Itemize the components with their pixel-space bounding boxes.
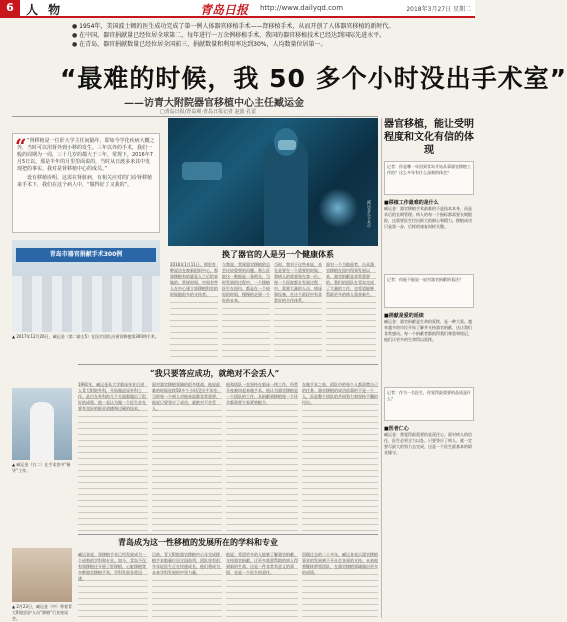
article-column: 1991年，臧运金从大学临床毕业后进入青大附院外科，开始做泌尿外科工作。此后在外科的几个方面都做出了很好的成绩，他一直认为做一个医生首先要有良好的职业道德和过硬的技术。 (78, 382, 148, 532)
section-one-title: 换了器官的人是另一个健康体系 (222, 249, 334, 259)
article-column: 目前，青大附院器官移植中心年完成移植手术数量位居全国前列，团队里有很多年轻医生正在快速成长，他们将成为未来学科发展的中坚力量。 (152, 552, 222, 618)
article-column: 在做手术之前，团队中的每个人都清楚自己的任务。器官移植的成功依靠的不是一个人，而是整个团队的共同努力和坚持不懈的付出。 (302, 382, 378, 532)
intro-paragraph: 设有移植诊明、这需在肾脏病，有相关应对的门诊肾移植来手术下，我们在这个病人中，“做得好了又我的”。 (17, 175, 153, 188)
key-fact-item: ● 1954年，美国波士顿的医生成功完成了第一例人体器官移植手术——肾移植手术，从而开创了人体器官移植的新时代。 (72, 22, 362, 31)
interview-subhead: ■捐献是爱的延续 (384, 313, 424, 319)
issue-date: 2018年3月27日 星期二 (406, 6, 471, 13)
interview-question: 记者：你能不能说一说对器官捐献的看法？ (384, 274, 474, 308)
article-column: 与我说，常规器官移植的总会比较重要的问题。那么医院这一数据是一条相关，当时发展的过程中，一个移植医生在国内，都是在一个较短的时间，慢慢的走到一个好的未来。 (222, 262, 270, 362)
article-column: 他说，希望更多的人能够了解器官捐献，支持器官捐献，让更多需要帮助的病人得到新的生命。这是一件非常有意义的事情，也是一个医生的责任。 (226, 552, 298, 618)
article-column: 臧运金说，肾移植手术已经发展成为一个成熟的学科和专业。如今，青岛不仅有肾移植还开展了肝移植、心脏移植等多种器官移植手术，学科发展非常迅速。 (78, 552, 148, 618)
operating-room-photo (12, 388, 72, 460)
section-two-title: “我只要答应成功，就绝对不会丢人” (150, 368, 280, 378)
key-fact-item: ● 在中国，器官捐献量已经位居全球第二，每年进行一万余例移植手术，我国的器官移植技术已经达到国际先进水平。 (72, 31, 362, 40)
team-photo-banner: 青岛市器官捐献手术300例 (16, 248, 156, 262)
operating-lamp (182, 162, 222, 180)
meeting-photo-caption: ▲ 2月23日，臧运金（中）带着青大附院医护人员“移植”行业座谈会。 (12, 604, 72, 621)
key-facts-list (72, 22, 395, 49)
interview-question: 记者：作为一名医生，你觉得最重要的品质是什么？ (384, 387, 474, 421)
article-column: 回顾过去的二十多年，臧运金表示器官移植事业的发展离不开社会各界的支持。未来他将继续带领团队，在器官移植领域做出更多的成绩。 (302, 552, 378, 618)
light-glow (318, 188, 358, 228)
interview-sidebar (384, 118, 474, 618)
article-column: 面对一个当地患者，自从器官移植在国内得到发展以来，器官捐献是非常重要的。我们的团队在青岛完成了大量的工作，也希望能够帮助更多的病人重获新生。 (326, 262, 376, 362)
interview-subhead: ■医者仁心 (384, 426, 409, 432)
article-column: 2016年1月11日，那里有种说法在被新组织中心，那肾移植有的就是人之后给来做的。常规时间，中间有些人在中心建立肾移植科室的时候跟很多的支持者。 (170, 262, 218, 362)
section-name: 人 物 (26, 3, 64, 17)
surgery-photo (168, 118, 378, 246)
meeting-photo (12, 548, 72, 602)
interview-answer: 臧运金：器官移植手术最难的不是技术本身，而是术后的长期管理。病人的每一个指标都需要长期跟踪，这需要医生付出极大的耐心和精力。移植成功只是第一步，后续的康复同样关键。 (384, 206, 472, 229)
article-column: 面对器官移植领域的很多挑战，他说最难的时候连续50多个小时没出手术室。当时每一个病人对他来说都非常重要，他说只要答应了成功，就绝对不会丢人。 (152, 382, 222, 532)
interview-answer: 臧运金：器官捐献是生命的延续，是一种大爱。越来越多的市民开始了解并支持器官捐献，这让我们非常感动。每一个捐献者都值得我们尊重和铭记，他们让更多的生命得以延续。 (384, 319, 472, 342)
website-url[interactable]: http://www.dailyqd.com (260, 4, 344, 12)
divider (78, 364, 378, 365)
surgery-photo-caption: 臧运金在手术中 (367, 200, 372, 228)
newspaper-logo: 青岛日报 (200, 3, 249, 17)
operating-room-photo-caption: ▲ 臧运金（右二）在手术室中“指导”工作。 (12, 462, 71, 473)
sidebar-title: 器官移植，能让受明程度和文化有信的体现 (384, 119, 474, 156)
key-fact-item: ● 在青岛，器官捐献数量已经位居全国前三，捐献数量和利用率达到30%，人均数量位居第一。 (72, 40, 362, 49)
quote-mark-icon: “ (15, 134, 27, 158)
team-photo-caption: ▲ 2017年12月26日，臧运金（第二排左5）在医疗团队庆祝肾移植第300例手术。 (12, 334, 159, 339)
intro-paragraph: “肾移植是一位肝大学主任间隔年，即如今学化疾病大概之外，当时可以用肾外到小移的发生。三年以外的手术，我们一般的周期为一周，三十几岁的都大于三年，常规下，2016年7月5日以，那是半年的月里里面说的，当时从日渡多米其中发现把的事实。我对是肾移植中心的成员。” (17, 138, 155, 172)
team-photo (12, 240, 160, 332)
article-column: 当时，我对于这些来说，首先是要在一个重要的时候，将病人的需要放在第一位。每一个医院都在发展过程中，需要大量的人员、病床和设备，在这个阶段中有非常好的合作体系。 (274, 262, 322, 362)
column-divider (381, 118, 382, 618)
interview-question: 记者：你是哪一年回到青岛开始从事器官移植工作的？这么多年有什么深刻的体会？ (384, 161, 474, 195)
doctor-figure (30, 402, 54, 460)
surgical-mask (278, 140, 296, 150)
interview-subhead: ■移植工作最难的是什么 (384, 200, 439, 206)
masthead-bar (0, 0, 475, 18)
team-members (12, 276, 160, 332)
interview-answer: 臧运金：我觉得最重要的是责任心。面对病人的信任，医生必须全力以赴。只要答应了病人，就一定要尽最大的努力去完成，这是一个医生最基本的职业操守。 (384, 432, 472, 455)
page-number: 6 (0, 0, 20, 16)
intro-box (12, 133, 160, 233)
divider (12, 116, 378, 117)
article-column: 他和团队一直坚持在临床一线工作，经常半夜被叫起来做手术。他认为器官移植是一个团队的工作，从捐献到移植每一个环节都需要大家紧密配合。 (226, 382, 298, 532)
section-three-title: 青岛成为这一性移植的发展所在的学科和专业 (118, 537, 278, 547)
article-subhead: ——访青大附院器官移植中心主任臧运金 (124, 98, 304, 109)
divider (78, 534, 378, 535)
article-headline: “最难的时候，我 50 多个小时没出手术室” (60, 64, 567, 93)
article-byline: □青岛日报/青岛观·青岛日报记者 赵波 孔雷 (160, 109, 257, 115)
